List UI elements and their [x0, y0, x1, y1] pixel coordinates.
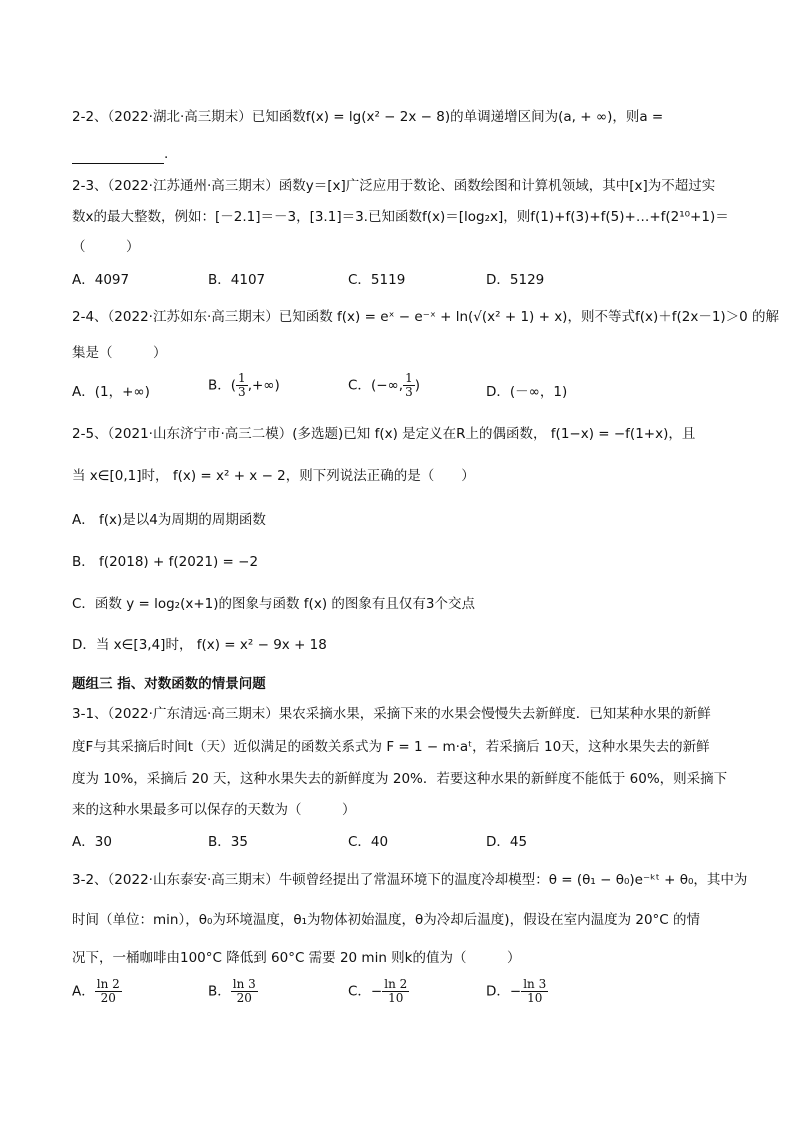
q22-period: . — [164, 146, 169, 162]
q31-option-c[interactable]: C．40 — [348, 834, 389, 850]
q31-line4: 来的这种水果最多可以保存的天数为（ ） — [72, 802, 356, 818]
q25-line2: 当 x∈[0,1]时， f(x) = x² + x − 2，则下列说法正确的是（ ） — [72, 468, 475, 484]
q24-line1: 2-4、（2022·江苏如东·高三期末）已知函数 f(x) = eˣ − e⁻ˣ + ln(√(x² + 1) + x)，则不等式f(x)＋f(2x－1)＞0 的解 — [72, 309, 780, 325]
q24-option-c-head: (−∞, — [370, 377, 404, 394]
q22-answer-blank[interactable] — [72, 149, 164, 164]
q23-option-a[interactable]: A．4097 — [72, 272, 130, 288]
q25-option-b[interactable]: B． f(2018) + f(2021) = −2 — [72, 554, 259, 570]
q32-line1: 3-2、（2022·山东泰安·高三期末）牛顿曾经提出了常温环境下的温度冷却模型：θ = (θ₁ − θ₀)e⁻ᵏᵗ + θ₀，其中为 — [72, 872, 748, 888]
q24-line2: 集是（ ） — [72, 345, 167, 361]
q32-option-c-label: C．− — [348, 983, 383, 1000]
q32-option-a-label: A． — [72, 983, 95, 1000]
q24-option-c[interactable] — [348, 372, 420, 399]
q23-line3: （ ） — [72, 239, 140, 255]
q23-line2: 数x的最大整数，例如：[－2.1]＝－3，[3.1]＝3.已知函数f(x)＝[log₂x]，则f(1)+f(3)+f(5)+…+f(2¹⁰+1)＝ — [72, 209, 729, 225]
q25-option-a[interactable]: A． f(x)是以4为周期的周期函数 — [72, 512, 266, 528]
q31-option-a[interactable]: A．30 — [72, 834, 112, 850]
q32-line2: 时间（单位：min），θ₀为环境温度，θ₁为物体初始温度，θ为冷却后温度)，假设在室内温度为 20°C 的情 — [72, 912, 701, 928]
q32-option-c-fraction: $\frac{\ln 2}{10}$ — [384, 977, 408, 1005]
q32-option-b-label: B． — [208, 983, 231, 1000]
q23-option-c[interactable]: C．5119 — [348, 272, 406, 288]
q25-line1: 2-5、（2021·山东济宁市·高三二模）(多选题)已知 f(x) 是定义在R上的偶函数， f(1−x) = −f(1+x)，且 — [72, 426, 696, 442]
q24-option-b-open: ( — [230, 377, 237, 394]
q31-option-b[interactable]: B．35 — [208, 834, 248, 850]
q32-option-b-fraction: $\frac{\ln 3}{20}$ — [232, 977, 256, 1005]
q22-line1: 2-2、（2022·湖北·高三期末）已知函数f(x) = lg(x² − 2x − 8)的单调递增区间为(a, + ∞)，则a = — [72, 109, 664, 125]
q32-option-a-fraction: $\frac{\ln 2}{20}$ — [96, 977, 120, 1005]
q32-line3: 况下，一桶咖啡由100°C 降低到 60°C 需要 20 min 则k的值为（ ） — [72, 950, 521, 966]
q24-option-c-fraction: $\frac{1}{3}$ — [405, 371, 413, 399]
q22-line2 — [72, 144, 168, 164]
q32-option-a[interactable] — [72, 978, 122, 1005]
q24-option-b-label: B． — [208, 377, 231, 394]
q25-option-d[interactable]: D．当 x∈[3,4]时， f(x) = x² − 9x + 18 — [72, 637, 327, 653]
q31-line1: 3-1、（2022·广东清远·高三期末）果农采摘水果，采摘下来的水果会慢慢失去新鲜度．已知某种水果的新鲜 — [72, 706, 711, 722]
q24-option-c-close: ) — [414, 377, 420, 394]
q32-option-d-label: D．− — [486, 983, 522, 1000]
q23-line1: 2-3、（2022·江苏通州·高三期末）函数y＝[x]广泛应用于数论、函数绘图和计算机领域，其中[x]为不超过实 — [72, 178, 716, 194]
q25-option-c[interactable]: C．函数 y = log₂(x+1)的图象与函数 f(x) 的图象有且仅有3个交点 — [72, 596, 475, 612]
q32-option-b[interactable] — [208, 978, 258, 1005]
q31-line3: 度为 10%，采摘后 20 天，这种水果失去的新鲜度为 20%．若要这种水果的新鲜度不能低于 60%，则采摘下 — [72, 771, 728, 787]
q32-option-c[interactable] — [348, 978, 409, 1005]
q24-option-a[interactable]: A．(1，+∞) — [72, 384, 150, 400]
q24-option-c-label: C． — [348, 377, 371, 394]
q31-option-d[interactable]: D．45 — [486, 834, 528, 850]
q24-option-d[interactable]: D．(－∞，1) — [486, 384, 568, 400]
q23-option-b[interactable]: B．4107 — [208, 272, 266, 288]
q24-option-b-fraction: $\frac{1}{3}$ — [238, 371, 246, 399]
q23-option-d[interactable]: D．5129 — [486, 272, 545, 288]
group3-title: 题组三 指、对数函数的情景问题 — [72, 676, 266, 692]
q32-option-d-fraction: $\frac{\ln 3}{10}$ — [523, 977, 547, 1005]
q24-option-b-tail: ,+∞) — [247, 377, 280, 394]
q32-option-d[interactable] — [486, 978, 548, 1005]
q31-line2: 度F与其采摘后时间t（天）近似满足的函数关系式为 F = 1 − m·aᵗ，若采摘后 10天，这种水果失去的新鲜 — [72, 739, 710, 755]
q24-option-b[interactable] — [208, 372, 280, 399]
